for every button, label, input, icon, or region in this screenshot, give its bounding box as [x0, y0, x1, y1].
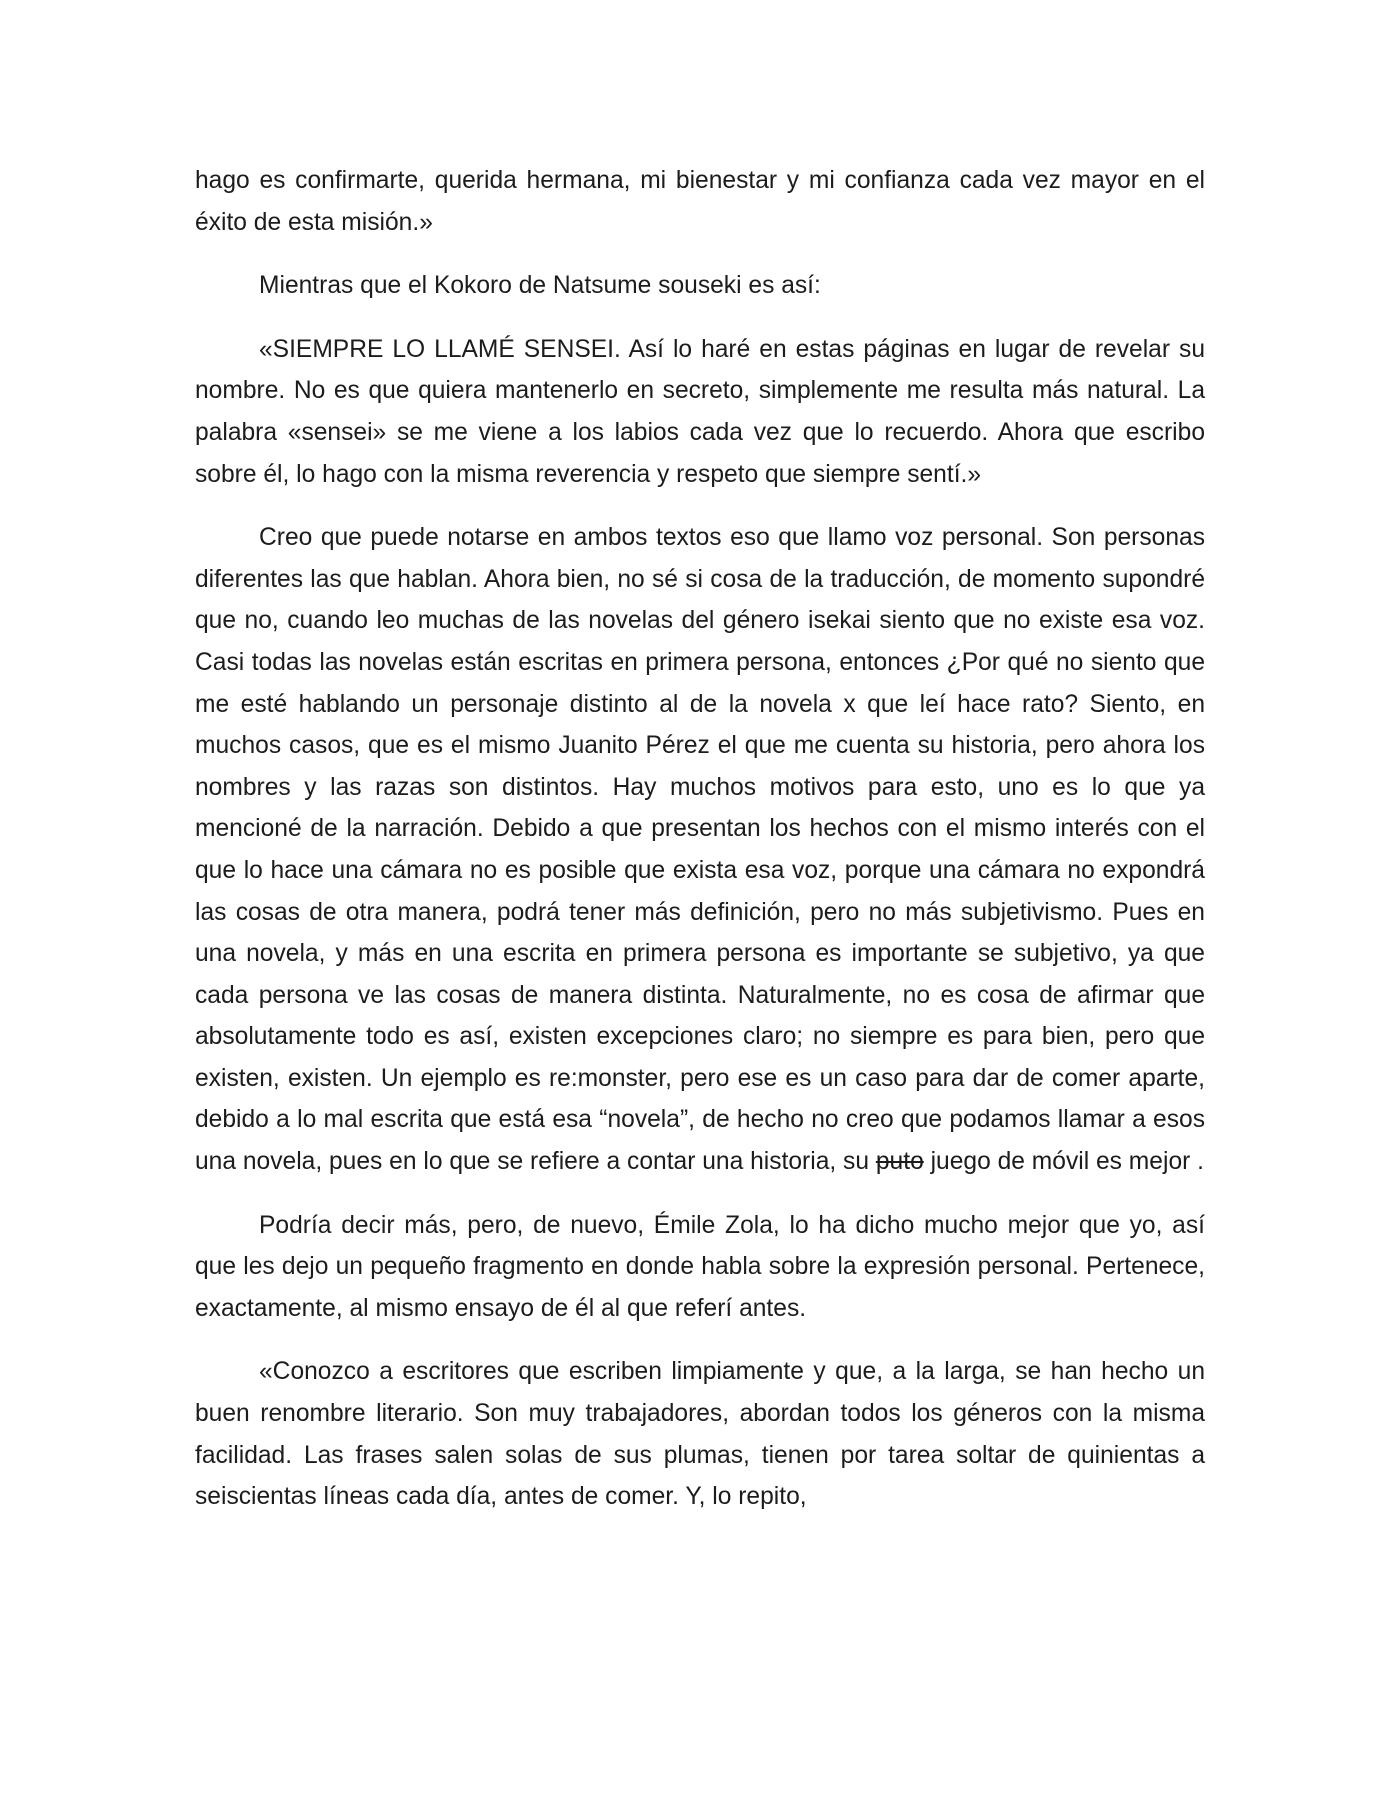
- paragraph-kokoro-quote: «SIEMPRE LO LLAMÉ SENSEI. Así lo haré en estas páginas en lugar de revelar su nombre. No es que quiera mantenerlo en secreto, simplemente me resulta más natural. La palabra «sensei» se me viene a los labios cada vez que lo recuerdo. Ahora que escribo sobre él, lo hago con la misma reverencia y respeto que siempre sentí.»: [195, 335, 1205, 488]
- paragraph-zola-quote: «Conozco a escritores que escriben limpiamente y que, a la larga, se han hecho un buen renombre literario. Son muy trabajadores, abordan todos los géneros con la misma facilidad. Las frases salen solas de sus plumas, tienen por tarea soltar de quinientas a seiscientas líneas cada día, antes de comer. Y, lo repito,: [195, 1358, 1205, 1511]
- paragraph-zola: Podría decir más, pero, de nuevo, Émile Zola, lo ha dicho mucho mejor que yo, así que les dejo un pequeño fragmento en donde habla sobre la expresión personal. Pertenece, exactamente, al mismo ensayo de él al que referí antes.: [195, 1211, 1205, 1322]
- paragraph-intro-kokoro: Mientras que el Kokoro de Natsume souseki es así:: [259, 272, 821, 300]
- paragraph-continuation: hago es confirmarte, querida hermana, mi bienestar y mi confianza cada vez mayor en el éxito de esta misión.»: [195, 167, 1205, 236]
- struck-word: puto: [875, 1148, 924, 1176]
- document-page: [195, 160, 1205, 1540]
- paragraph-text-after-strike: juego de móvil es mejor .: [923, 1148, 1204, 1176]
- paragraph-personal-voice: [195, 517, 1205, 1183]
- paragraph-text-before-strike: Creo que puede notarse en ambos textos eso que llamo voz personal. Son personas diferentes las que hablan. Ahora bien, no sé si cosa de la traducción, de momento supondré que no, cuando leo muchas de las novelas del género isekai siento que no existe esa voz. Casi todas las novelas están escritas en primera persona, entonces ¿Por qué no siento que me esté hablando un personaje distinto al de la novela x que leí hace rato? Siento, en muchos casos, que es el mismo Juanito Pérez el que me cuenta su historia, pero ahora los nombres y las razas son distintos. Hay muchos motivos para esto, uno es lo que ya mencioné de la narración. Debido a que presentan los hechos con el mismo interés con el que lo hace una cámara no es posible que exista esa voz, porque una cámara no expondrá las cosas de otra manera, podrá tener más definición, pero no más subjetivismo. Pues en una novela, y más en una escrita en primera persona es importante se subjetivo, ya que cada persona ve las cosas de manera distinta. Naturalmente, no es cosa de afirmar que absolutamente todo es así, existen excepciones claro; no siempre es para bien, pero que existen, existen. Un ejemplo es re:monster, pero ese es un caso para dar de comer aparte, debido a lo mal escrita que está esa “novela”, de hecho no creo que podamos llamar a esos una novela, pues en lo que se refiere a contar una historia, su: [195, 524, 1205, 1176]
